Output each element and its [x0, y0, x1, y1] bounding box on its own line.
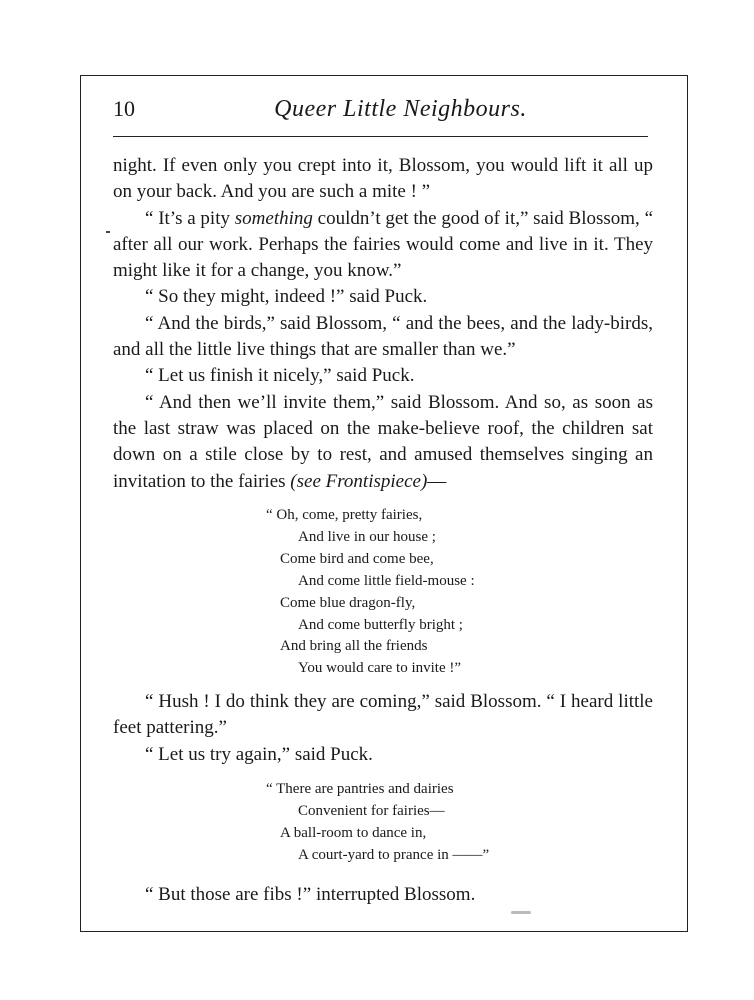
paragraph: “ And the birds,” said Blossom, “ and the bees, and the lady-birds, and all the little live things that are smaller than we.” — [113, 312, 653, 361]
poem-line: And bring all the friends — [280, 638, 428, 655]
poem-line: Come blue dragon-fly, — [280, 594, 416, 611]
poem-line: And come little field-mouse : — [298, 572, 475, 589]
poem-line: And live in our house ; — [298, 528, 436, 545]
prose-block-3 — [113, 882, 653, 908]
paragraph: “ And then we’ll invite them,” said Blossom. And so, as soon as the last straw was placed on the make-believe roof, the children sat down on a stile close by to rest, and amused themselves singing an invitation to the fairies (see Frontispiece)— — [113, 391, 653, 492]
poem-line: “ There are pantries and dairies — [266, 781, 454, 797]
prose-block-1 — [113, 153, 653, 495]
paragraph: “ Let us finish it nicely,” said Puck. — [145, 365, 415, 387]
poem-line: “ Oh, come, pretty fairies, — [266, 507, 423, 523]
paragraph: “ Let us try again,” said Puck. — [145, 743, 373, 765]
poem-line: Convenient for fairies— — [298, 802, 445, 819]
italic-phrase: (see Frontispiece) — [290, 470, 428, 492]
poem-line: A ball-room to dance in, — [280, 824, 427, 841]
paragraph: “ It’s a pity something couldn’t get the good of it,” said Blossom, “ after all our work. Perhaps the fairies would come and live in it. They might like it for a change, you know.” — [113, 207, 654, 282]
poem-line: You would care to invite !” — [298, 660, 462, 677]
running-title: Queer Little Neighbours. — [274, 96, 527, 122]
paragraph: “ Hush ! I do think they are coming,” said Blossom. “ I heard little feet pattering.” — [113, 691, 653, 739]
paragraph: “ So they might, indeed !” said Puck. — [145, 286, 428, 308]
paragraph: “ But those are fibs !” interrupted Blossom. — [145, 884, 476, 905]
poem-line: Come bird and come bee, — [280, 550, 434, 567]
page-number: 10 — [113, 96, 135, 121]
ink-smudge — [511, 911, 531, 914]
paragraph: night. If even only you crept into it, Blossom, you would lift it all up on your back. And you are such a mite ! ” — [113, 155, 653, 203]
italic-phrase: something — [234, 207, 313, 229]
header-rule — [113, 136, 648, 137]
poem-line: A court-yard to prance in ——” — [298, 846, 490, 863]
page-header — [113, 93, 648, 133]
poem-line: And come butterfly bright ; — [298, 616, 463, 633]
ink-speck — [106, 231, 110, 233]
prose-block-2 — [113, 689, 653, 768]
